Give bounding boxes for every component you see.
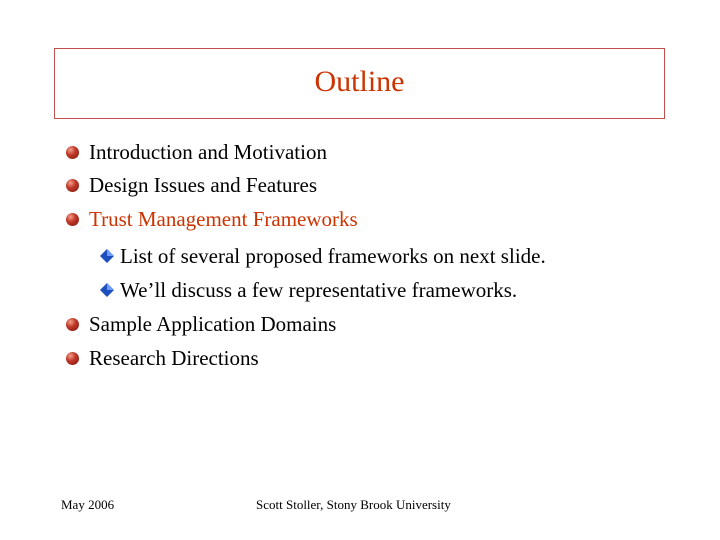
bullet-item bbox=[66, 206, 358, 232]
sub-bullet-text: List of several proposed frameworks on next slide. bbox=[120, 243, 546, 268]
slide-title: Outline bbox=[314, 65, 405, 98]
bullet-text: Introduction and Motivation bbox=[89, 139, 327, 164]
bullet-ball-icon bbox=[66, 146, 79, 159]
bullet-item bbox=[66, 311, 336, 337]
footer-date: May 2006 bbox=[61, 497, 115, 512]
bullet-text: Research Directions bbox=[89, 345, 259, 370]
bullet-item bbox=[66, 139, 327, 165]
bullet-ball-icon bbox=[66, 352, 79, 365]
sub-bullet-text: We’ll discuss a few representative frameworks. bbox=[120, 277, 518, 302]
sub-bullet-item bbox=[100, 277, 517, 303]
bullet-ball-icon bbox=[66, 318, 79, 331]
bullet-text: Trust Management Frameworks bbox=[89, 206, 358, 231]
bullet-item bbox=[66, 345, 259, 371]
bullet-ball-icon bbox=[66, 179, 79, 192]
bullet-ball-icon bbox=[66, 213, 79, 226]
bullet-text: Design Issues and Features bbox=[89, 172, 318, 197]
footer-author: Scott Stoller, Stony Brook University bbox=[256, 497, 451, 512]
diamond-bullet-icon bbox=[100, 283, 114, 297]
diamond-bullet-icon bbox=[100, 249, 114, 263]
bullet-item bbox=[66, 172, 317, 198]
sub-bullet-item bbox=[100, 243, 546, 269]
bullet-text: Sample Application Domains bbox=[89, 311, 337, 336]
